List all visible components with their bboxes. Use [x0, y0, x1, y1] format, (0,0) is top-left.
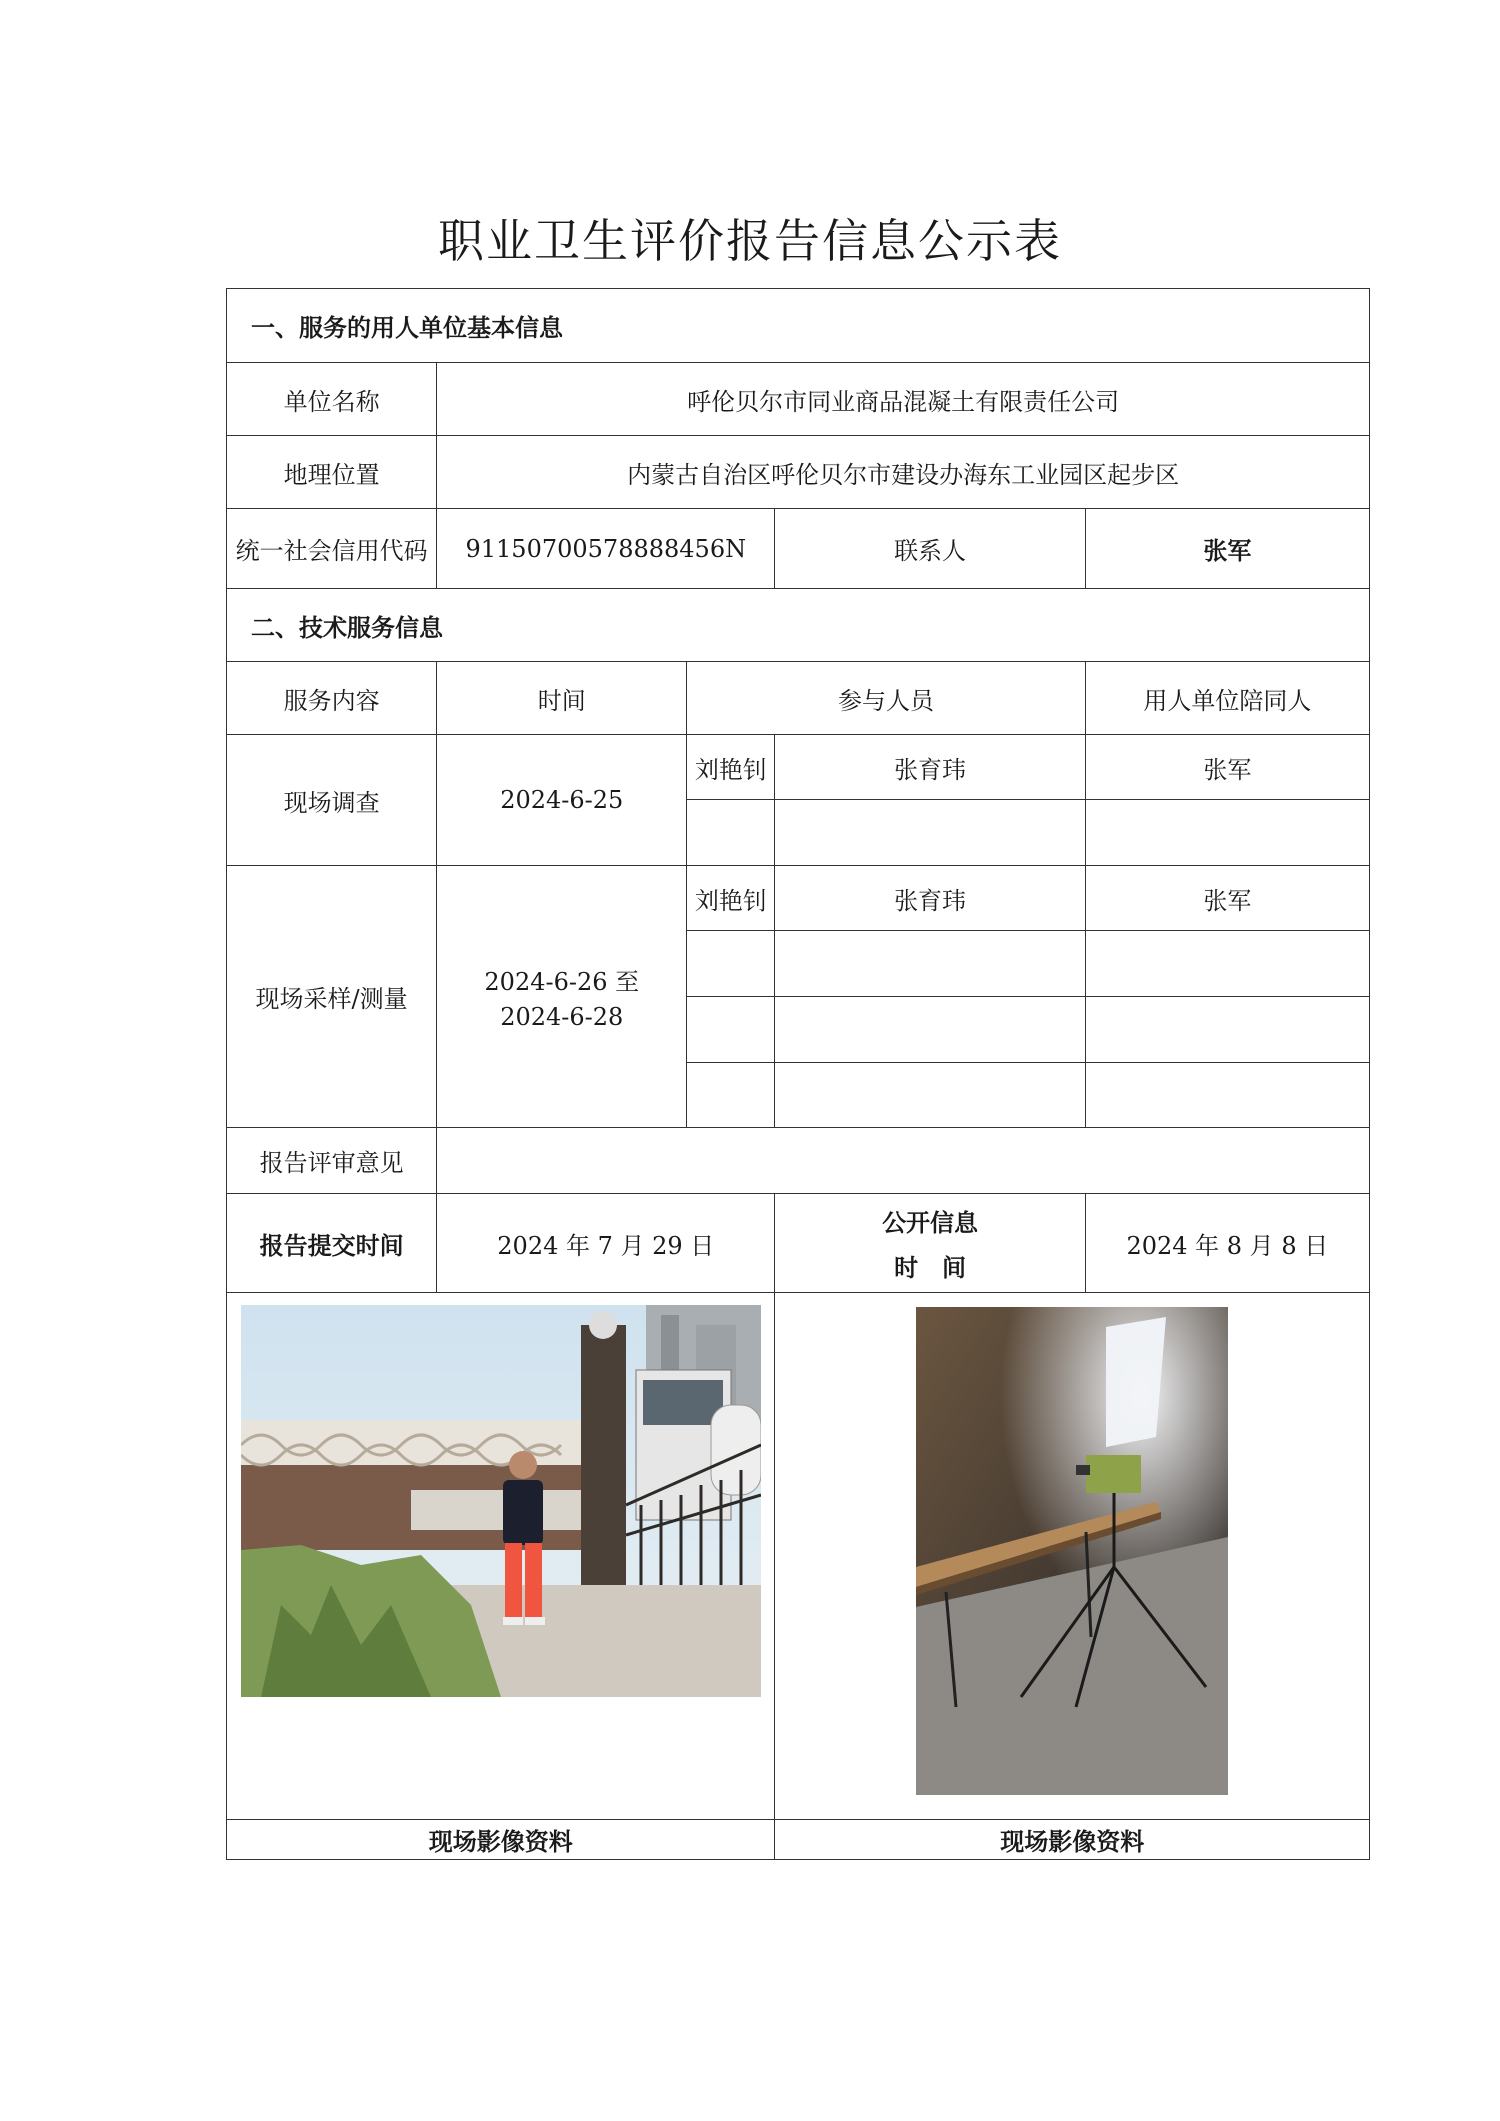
survey-escort: 张军 [1085, 735, 1369, 800]
empty-cell [775, 997, 1085, 1063]
survey-person2: 张育玮 [775, 735, 1085, 800]
sampling-person2: 张育玮 [775, 866, 1085, 931]
sampling-label: 现场采样/测量 [227, 866, 437, 1128]
site-photo-right [916, 1307, 1228, 1795]
photo-caption-right: 现场影像资料 [775, 1820, 1370, 1860]
col-escort-header: 用人单位陪同人 [1085, 662, 1369, 735]
public-label [775, 1194, 1085, 1293]
public-label-line1: 公开信息 [882, 1209, 979, 1237]
location-label: 地理位置 [227, 436, 437, 509]
submit-label: 报告提交时间 [227, 1194, 437, 1293]
section2-heading: 二、技术服务信息 [227, 589, 1370, 662]
col-content-header: 服务内容 [227, 662, 437, 735]
sampling-date-start: 2024-6-26 至 [484, 968, 640, 996]
sampling-date-end: 2024-6-28 [500, 1003, 624, 1031]
survey-label: 现场调查 [227, 735, 437, 866]
page-title: 职业卫生评价报告信息公示表 [438, 214, 1062, 268]
empty-cell [1085, 1063, 1369, 1128]
sampling-person1: 刘艳钊 [687, 866, 775, 931]
public-date: 2024 年 8 月 8 日 [1085, 1194, 1369, 1293]
empty-cell [775, 1063, 1085, 1128]
review-value [437, 1128, 1370, 1194]
empty-cell [1085, 931, 1369, 997]
survey-date: 2024-6-25 [437, 735, 687, 866]
empty-cell [775, 800, 1085, 866]
credit-code-value: 91150700578888456N [437, 509, 775, 589]
public-label-line2: 时 间 [894, 1254, 967, 1282]
credit-code-label: 统一社会信用代码 [227, 509, 437, 589]
section1-heading: 一、服务的用人单位基本信息 [227, 289, 1370, 363]
sampling-escort: 张军 [1085, 866, 1369, 931]
info-table [226, 288, 1370, 1860]
unit-name-label: 单位名称 [227, 363, 437, 436]
empty-cell [775, 931, 1085, 997]
photo-caption-left: 现场影像资料 [227, 1820, 775, 1860]
unit-name-value: 呼伦贝尔市同业商品混凝土有限责任公司 [437, 363, 1370, 436]
contact-value: 张军 [1085, 509, 1369, 589]
location-value: 内蒙古自治区呼伦贝尔市建设办海东工业园区起步区 [437, 436, 1370, 509]
site-photo-gate-image [241, 1305, 761, 1697]
empty-cell [1085, 997, 1369, 1063]
submit-date: 2024 年 7 月 29 日 [437, 1194, 775, 1293]
empty-cell [687, 931, 775, 997]
col-people-header: 参与人员 [687, 662, 1085, 735]
photo-cell-left [227, 1293, 775, 1820]
sampling-date [437, 866, 687, 1128]
empty-cell [687, 1063, 775, 1128]
photo-cell-right [775, 1293, 1370, 1820]
empty-cell [1085, 800, 1369, 866]
review-label: 报告评审意见 [227, 1128, 437, 1194]
site-photo-left [241, 1305, 761, 1697]
site-photo-sampler-image [916, 1307, 1228, 1795]
col-time-header: 时间 [437, 662, 687, 735]
empty-cell [687, 800, 775, 866]
contact-label: 联系人 [775, 509, 1085, 589]
empty-cell [687, 997, 775, 1063]
survey-person1: 刘艳钊 [687, 735, 775, 800]
